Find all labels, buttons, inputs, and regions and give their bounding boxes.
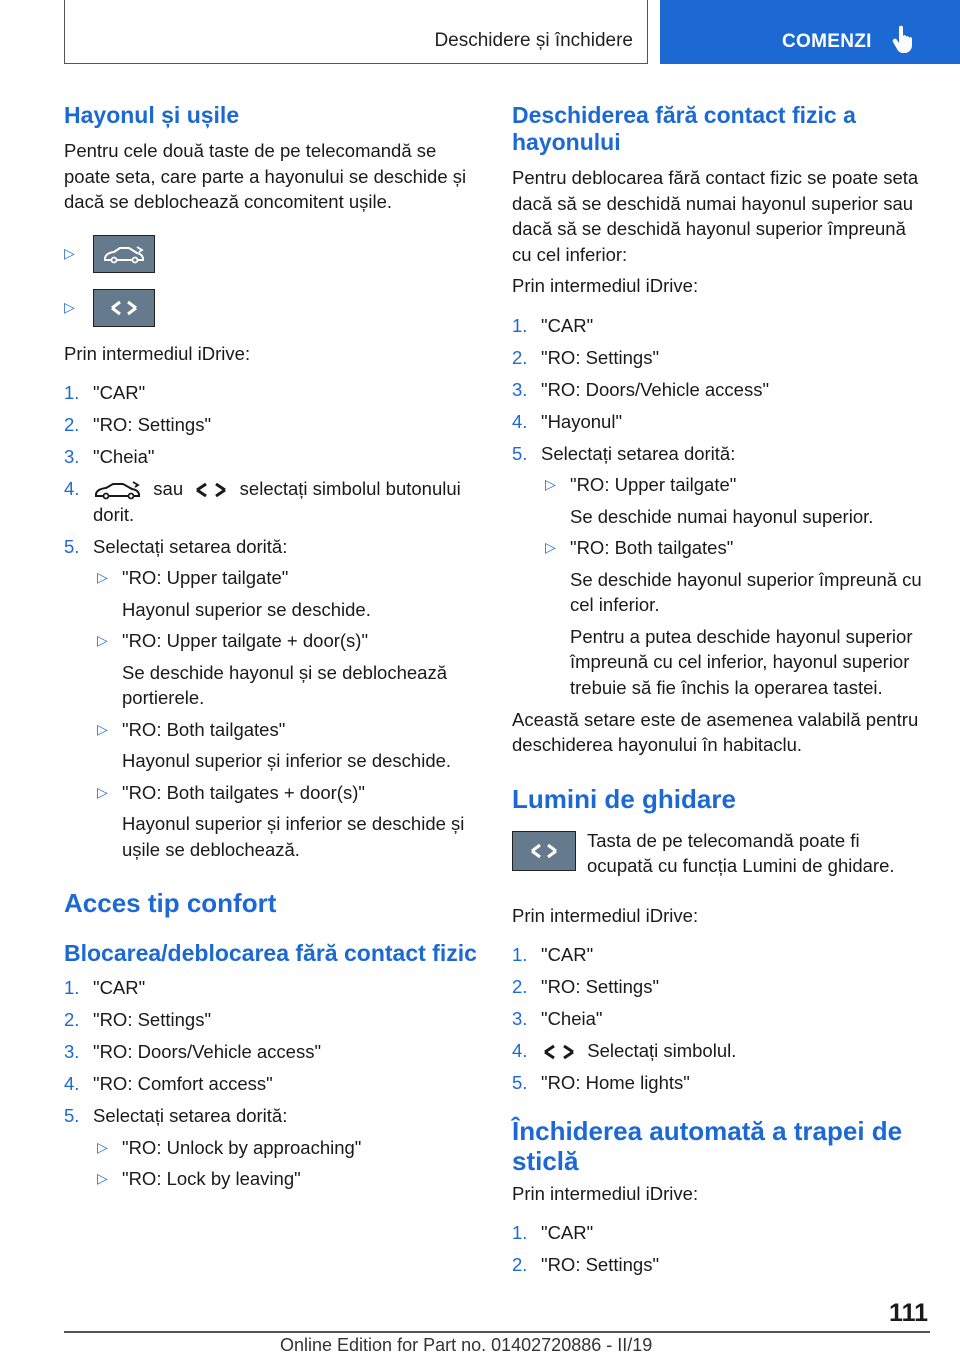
list-item: 3. "RO: Doors/Vehicle access" [512, 378, 770, 400]
list-item: 4. "Hayonul" [512, 410, 623, 432]
section-title: Deschidere și închidere [434, 30, 633, 51]
steps-list-2 [64, 975, 479, 1192]
diamond-chevrons-icon [528, 843, 560, 859]
triangle-bullet-icon: ▷ [64, 245, 75, 261]
list-item: 2. "RO: Settings" [512, 346, 660, 368]
diamond-chevrons-icon [193, 482, 229, 498]
heading-acces-confort: Acces tip confort [64, 888, 277, 918]
list-item: 3. "RO: Doors/Vehicle access" [64, 1041, 322, 1062]
list-item: 5. Selectați setarea dorită: ▷ "RO: Upper tailgate" Hayonul superior se deschide. ▷ "RO: Upper tailgate + door(s)" Se deschide hayonul și se deblochează portierele. ▷ "RO: Both tailgates" Hayonul superior și inferior se deschide. ▷ "RO: Both tailgates + door(s)" Hayonul superior și inferior se deschide și ușile se deblochează. [64, 535, 465, 860]
list-item: 4. Selectați simbolul. [512, 1040, 737, 1061]
list-item: 3. "Cheia" [64, 446, 155, 467]
tailgate-key-button [93, 235, 155, 273]
list-item: 5. Selectați setarea dorită: ▷ "RO: Upper tailgate" Se deschide numai hayonul superior. ▷ "RO: Both tailgates" Se deschide hayonul superior împreună cu cel inferior. Pentru a putea deschide hayonul superior împreună cu cel inferior, hayonul superior trebuie să fie închis la operarea tastei. [512, 442, 922, 698]
triangle-bullet-icon: ▷ [64, 299, 75, 315]
list-item: 2. "RO: Settings" [64, 1009, 212, 1030]
list-item: 1. "CAR" [512, 944, 594, 965]
left-column [64, 102, 479, 1198]
list-item: 1. "CAR" [64, 977, 146, 998]
prin-idrive-r2: Prin intermediul iDrive: [512, 904, 699, 926]
list-item: 5. Selectați setarea dorită: ▷ "RO: Unlock by approaching" ▷ "RO: Lock by leaving" [64, 1105, 362, 1189]
list-item: 1. "CAR" [512, 1222, 594, 1243]
heading-hayon: Hayonul și ușile [64, 102, 240, 128]
pointing-hand-icon [892, 24, 916, 59]
steps-list-1 [64, 380, 479, 862]
page-number: 111 [889, 1299, 928, 1327]
list-item: 1. "CAR" [64, 382, 146, 403]
diamond-chevrons-icon [541, 1044, 577, 1060]
prin-idrive-r3: Prin intermediul iDrive: [512, 1182, 699, 1204]
heading-trapa: Închiderea automată a trapei de sticlă [512, 1115, 903, 1176]
paragraph-setare: Această setare este de asemenea valabilă pentru deschiderea hayonului în habitaclu. [512, 708, 919, 755]
tab-comenzi-label: COMENZI [782, 31, 872, 52]
steps-list-r2 [512, 942, 930, 1096]
list-item: 2. "RO: Settings" [512, 976, 660, 997]
car-tailgate-icon [93, 479, 143, 501]
paragraph-lumini: Tasta de pe telecomandă poate fi ocupată cu funcția Lumini de ghidare. [587, 829, 895, 876]
list-item: 2. "RO: Settings" [64, 414, 212, 435]
heading-lumini: Lumini de ghidare [512, 783, 736, 814]
diamond-key-button [512, 831, 576, 871]
right-column [512, 102, 930, 1284]
steps-list-r3 [512, 1220, 930, 1278]
list-item: 3. "Cheia" [512, 1008, 603, 1029]
prin-idrive-1: Prin intermediul iDrive: [64, 342, 251, 364]
list-item: 4. sau selectați simbolul butonului dorit. [64, 478, 461, 525]
steps-list-r1 [512, 313, 930, 701]
footer-edition: Online Edition for Part no. 01402720886 - II/19 [280, 1335, 653, 1355]
tab-comenzi[interactable] [660, 0, 960, 64]
footer-divider [64, 1331, 930, 1333]
prin-idrive-r1: Prin intermediul iDrive: [512, 275, 699, 296]
diamond-chevrons-icon [108, 300, 140, 316]
key-row-tailgate [64, 235, 479, 273]
list-item: 2. "RO: Settings" [512, 1254, 660, 1275]
key-row-diamond [64, 289, 479, 327]
paragraph-hayon: Pentru cele două taste de pe telecomandă se poate seta, care parte a hayonului se deschide și dacă se deblochează concomitent ușile. [64, 140, 467, 212]
diamond-key-button [93, 289, 155, 327]
heading-deschidere: Deschiderea fără contact fizic a hayonului [512, 102, 856, 155]
heading-blocare: Blocarea/deblocarea fără contact fizic [64, 940, 477, 966]
list-item: 4. "RO: Comfort access" [64, 1073, 273, 1094]
list-item: 5. "RO: Home lights" [512, 1072, 690, 1093]
lumini-row [512, 828, 930, 879]
header-section-box [64, 0, 648, 64]
car-tailgate-icon [102, 243, 146, 265]
paragraph-deschidere: Pentru deblocarea fără contact fizic se poate seta dacă să se deschidă numai hayonul superior sau dacă să se deschidă hayonul superior împreună cu cel inferior: [512, 167, 919, 265]
list-item: 1. "CAR" [512, 314, 594, 336]
